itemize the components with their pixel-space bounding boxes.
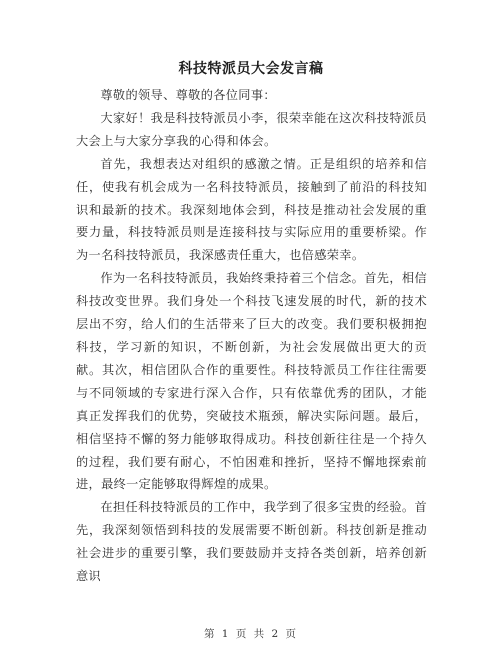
document-body xyxy=(76,84,427,588)
paragraph-4: 在担任科技特派员的工作中，我学到了很多宝贵的经验。首先，我深刻领悟到科技的发展需要不断创新。科技创新是推动社会进步的重要引擎，我们要鼓励并支持各类创新，培养创新意识 xyxy=(76,500,427,584)
paragraph-2: 首先，我想表达对组织的感激之情。正是组织的培养和信任，使我有机会成为一名科技特派员，接触到了前沿的科技知识和最新的技术。我深刻地体会到，科技是推动社会发展的重要力量，科技特派员则是连接科技与实际应用的重要桥梁。作为一名科技特派员，我深感责任重大，也倍感荣幸。 xyxy=(76,156,427,263)
salutation: 尊敬的领导、尊敬的各位同事： xyxy=(100,88,276,102)
document-title: 科技特派员大会发言稿 xyxy=(178,61,324,77)
paragraph-3: 作为一名科技特派员，我始终秉持着三个信念。首先，相信科技改变世界。我们身处一个科技飞速发展的时代，新的技术层出不穷，给人们的生活带来了巨大的改变。我们要积极拥抱科技，学习新的知识，不断创新，为社会发展做出更大的贡献。其次，相信团队合作的重要性。科技特派员工作往往需要与不同领域的专家进行深入合作，只有依靠优秀的团队，才能真正发挥我们的优势，突破技术瓶颈，解决实际问题。最后，相信坚持不懈的努力能够取得成功。科技创新往往是一个持久的过程，我们要有耐心，不怕困难和挫折，坚持不懈地探索前进，最终一定能够取得辉煌的成果。 xyxy=(76,271,427,492)
page-footer: 第 1 页 共 2 页 xyxy=(203,628,299,640)
paragraph-1: 大家好！我是科技特派员小李，很荣幸能在这次科技特派员大会上与大家分享我的心得和体会。 xyxy=(76,110,427,148)
